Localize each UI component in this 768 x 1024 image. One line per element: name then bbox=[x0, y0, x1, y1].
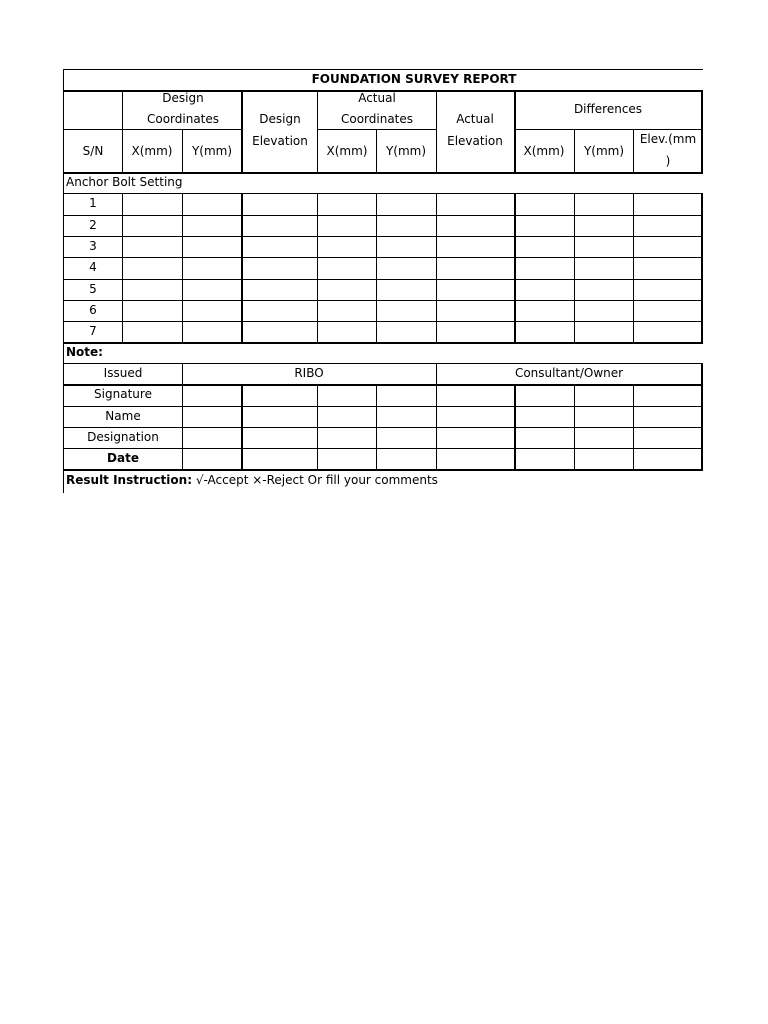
result-instruction bbox=[66, 473, 438, 487]
rule-col bbox=[574, 193, 575, 344]
rule-col bbox=[436, 363, 437, 386]
rule-col bbox=[317, 90, 318, 174]
header-actual-y: Y(mm) bbox=[385, 144, 427, 158]
rule-col bbox=[574, 129, 575, 174]
rule-row bbox=[63, 279, 703, 280]
rule-rows-bottom bbox=[63, 342, 703, 344]
rule-col bbox=[182, 193, 183, 344]
rule-col bbox=[376, 129, 377, 174]
signoff-consultant: Consultant/Owner bbox=[514, 366, 624, 380]
row-number: 4 bbox=[89, 260, 97, 274]
rule-col bbox=[241, 90, 243, 174]
rule-col bbox=[182, 129, 183, 174]
rule-top bbox=[63, 69, 703, 70]
rule-header-mid bbox=[63, 129, 242, 130]
rule-col bbox=[241, 193, 243, 344]
rule-col bbox=[514, 90, 516, 174]
rule-col bbox=[376, 193, 377, 344]
rule-right-outer bbox=[701, 90, 703, 174]
rule-right-outer bbox=[701, 384, 703, 471]
rule-note-bottom bbox=[63, 363, 703, 364]
rule-signoff-row bbox=[63, 406, 703, 407]
rule-row bbox=[63, 300, 703, 301]
signoff-date-label: Date bbox=[107, 451, 139, 465]
rule-row bbox=[63, 321, 703, 322]
row-number: 1 bbox=[89, 196, 97, 210]
rule-col bbox=[514, 193, 516, 344]
header-actual-elevation: Actual bbox=[456, 112, 494, 126]
header-actual-coordinates: Coordinates bbox=[340, 112, 414, 126]
rule-signoff-row bbox=[63, 448, 703, 449]
rule-signoff-row bbox=[63, 427, 703, 428]
rule-col bbox=[574, 384, 575, 471]
header-design-elevation: Design bbox=[259, 112, 301, 126]
signoff-designation-label: Designation bbox=[87, 430, 159, 444]
rule-col bbox=[436, 193, 437, 344]
result-instruction-label: Result Instruction: bbox=[66, 473, 192, 487]
rule-col bbox=[436, 384, 437, 471]
rule-row bbox=[63, 236, 703, 237]
rule-col bbox=[182, 384, 183, 471]
rule-col bbox=[241, 384, 243, 471]
rule-row bbox=[63, 257, 703, 258]
header-diff-elev: ) bbox=[665, 154, 671, 168]
header-design-y: Y(mm) bbox=[191, 144, 233, 158]
rule-col bbox=[317, 193, 318, 344]
header-sn: S/N bbox=[82, 144, 104, 158]
header-design-coordinates: Design bbox=[162, 91, 204, 105]
rule-header-mid bbox=[317, 129, 437, 130]
row-number: 5 bbox=[89, 282, 97, 296]
note-label: Note: bbox=[66, 345, 103, 359]
header-design-elevation: Elevation bbox=[252, 134, 308, 148]
rule-signoff-bottom bbox=[63, 469, 703, 471]
signoff-signature-label: Signature bbox=[94, 387, 152, 401]
header-design-coordinates: Coordinates bbox=[146, 112, 220, 126]
rule-col bbox=[633, 384, 634, 471]
section-label: Anchor Bolt Setting bbox=[66, 175, 183, 189]
rule-col bbox=[122, 193, 123, 344]
rule-right-outer bbox=[701, 363, 703, 386]
rule-col bbox=[317, 384, 318, 471]
row-number: 7 bbox=[89, 324, 97, 338]
signoff-ribo: RIBO bbox=[294, 366, 324, 380]
rule-section-bottom bbox=[63, 193, 703, 194]
rule-col bbox=[436, 90, 437, 174]
rule-header-bottom bbox=[63, 172, 703, 174]
header-actual-coordinates: Actual bbox=[358, 91, 396, 105]
row-number: 3 bbox=[89, 239, 97, 253]
rule-col bbox=[122, 90, 123, 174]
rule-row bbox=[63, 215, 703, 216]
report-title: FOUNDATION SURVEY REPORT bbox=[311, 72, 517, 86]
rule-signoff-header-bottom bbox=[63, 384, 703, 386]
survey-report-sheet bbox=[63, 69, 703, 493]
rule-header-mid bbox=[515, 129, 703, 130]
row-number: 2 bbox=[89, 218, 97, 232]
rule-col bbox=[633, 129, 634, 174]
signoff-issued: Issued bbox=[103, 366, 143, 380]
rule-col bbox=[514, 384, 516, 471]
rule-col bbox=[633, 193, 634, 344]
rule-right-outer bbox=[701, 193, 703, 344]
header-diff-elev: Elev.(mm bbox=[639, 132, 697, 146]
rule-col bbox=[182, 363, 183, 386]
result-instruction-text: √-Accept ×-Reject Or fill your comments bbox=[192, 473, 438, 487]
header-actual-x: X(mm) bbox=[326, 144, 368, 158]
header-design-x: X(mm) bbox=[131, 144, 173, 158]
header-differences: Differences bbox=[573, 102, 643, 116]
header-actual-elevation: Elevation bbox=[447, 134, 503, 148]
signoff-name-label: Name bbox=[105, 409, 141, 423]
rule-left-outer bbox=[63, 69, 64, 493]
rule-col bbox=[376, 384, 377, 471]
header-diff-x: X(mm) bbox=[523, 144, 565, 158]
header-diff-y: Y(mm) bbox=[583, 144, 625, 158]
row-number: 6 bbox=[89, 303, 97, 317]
